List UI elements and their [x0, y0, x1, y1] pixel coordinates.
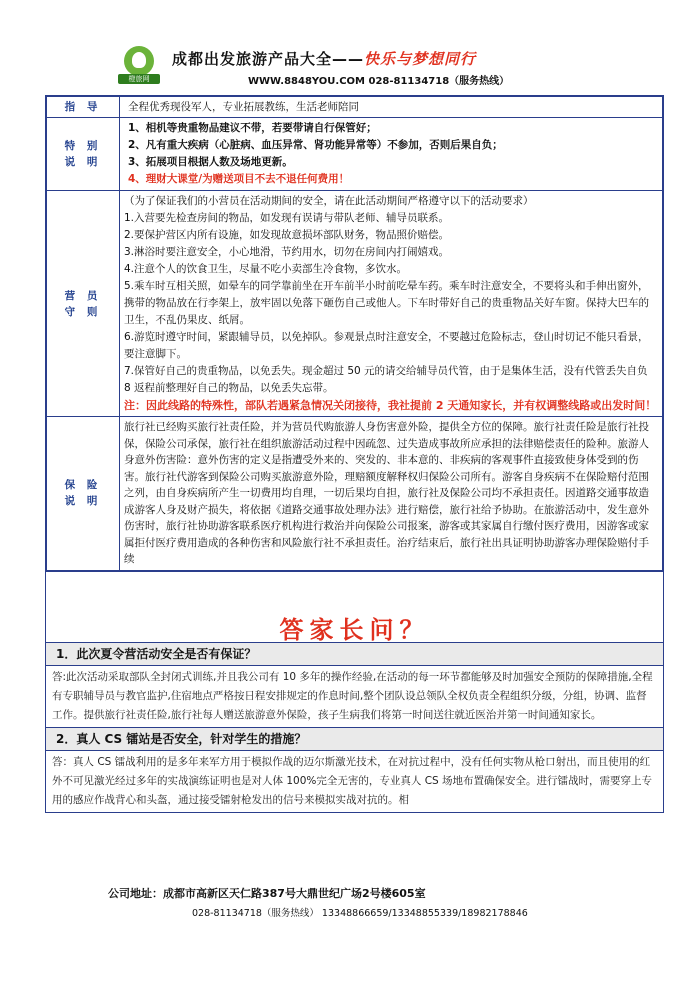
faq-question: 2．真人 CS 镭站是否安全，针对学生的措施？ — [46, 727, 663, 751]
row-insurance — [47, 417, 663, 571]
row-rules — [47, 191, 663, 417]
faq-banner — [46, 571, 663, 642]
rule-item: 3.淋浴时要注意安全，小心地滑，节约用水，切勿在房间内打闹嬉戏。 — [124, 246, 450, 258]
label-insurance — [47, 417, 120, 571]
faq-answer: 答：真人 CS 镭战利用的是多年来军方用于模拟作战的迈尔斯激光技术，在对抗过程中，没有任何实物从枪口射出，而且使用的红外不可见激光经过多年的实战演练证明也是对人体 100%完全无害的，专业真人 CS 场地布置确保安全。进行镭战时，需要穿上专用的感应作战背心和头盔，通过接受镭射枪发出的信号来模拟实战对抗的。相 — [52, 755, 653, 806]
header-title — [172, 48, 476, 69]
company-logo — [118, 46, 160, 84]
label-rules — [47, 191, 120, 417]
rules-intro: （为了保证我们的小营员在活动期间的安全，请在此活动期间严格遵守以下的活动要求） — [124, 195, 534, 207]
special-item: 2、凡有重大疾病（心脏病、血压异常、肾功能异常等）不参加，否则后果自负； — [128, 139, 503, 151]
header-contact: WWW.8848YOU.COM 028-81134718（服务热线） — [248, 76, 510, 87]
rule-item: 6.游览时遵守时间，紧跟辅导员，以免掉队。参观景点时注意安全，不要越过危险标志，登山时切记不能只看景，要注意脚下。 — [124, 331, 649, 360]
label-insurance-line2: 说 明 — [64, 495, 102, 508]
label-insurance-line1: 保 险 — [64, 479, 102, 492]
logo-text: 橙旅网 — [118, 74, 160, 84]
rules-list — [120, 191, 663, 417]
rule-item: 2.要保护营区内所有设施，如发现故意损坏部队财务，物品照价赔偿。 — [124, 229, 450, 241]
rule-item: 7.保管好自己的贵重物品，以免丢失。现金超过 50 元的请交给辅导员代管，由于是集体生活，没有代管丢失自负 — [124, 365, 648, 377]
company-phones: 028-81134718（服务热线） 13348866659/13348855339/18982178846 — [192, 908, 528, 919]
insurance-text: 旅行社已经购买旅行社责任险，并为营员代购旅游人身伤害意外险，提供全方位的保障。旅行社责任险是旅行社投保，保险公司承保，旅行社在组织旅游活动过程中因疏忽、过失造成事故所应承担的法律赔偿责任的险种。旅游人身意外伤害险：意外伤害的定义是指遭受外来的、突发的、非本意的、非疾病的客观事件直接致使身体受到的伤害。旅行社代游客到保险公司购买旅游意外险，理赔额度解释权归保险公司所有。游客自身疾病不在保险赔付范围之列，由自身疾病所产生一切费用均自理，一切后果均自担，旅行社及保险公司均不承担责任。因道路交通事故造成游客人身及财产损失，将依据《道路交通事故处理办法》进行赔偿，旅行社给予协助。在旅游活动中，发生意外伤害时，旅行社协助游客联系医疗机构进行救治并向保险公司报案，游客或其家属自行缴付医疗费用，因游客或家属拒付医疗费用造成的各种伤害和风险旅行社不承担责任。治疗结束后，旅行社出具证明协助游客办理保险赔付手续 — [120, 417, 663, 571]
row-guide — [47, 97, 663, 118]
rules-note: 注：因此线路的特殊性，部队若遇紧急情况关闭接待，我社提前 2 天通知家长，并有权调整线路或出发时间！ — [124, 399, 657, 412]
document-body — [45, 95, 664, 813]
guide-text: 全程优秀现役军人，专业拓展教练，生活老师陪同 — [120, 97, 663, 118]
rule-item: 8 返程前整理好自己的物品，以免丢失忘带。 — [124, 382, 334, 394]
info-table — [46, 96, 663, 571]
rule-item: 1.入营要先检查房间的物品，如发现有误请与带队老师、辅导员联系。 — [124, 212, 450, 224]
label-special — [47, 118, 120, 191]
special-item: 1、相机等贵重物品建议不带，若要带请自行保管好； — [128, 122, 377, 134]
faq-answer: 答:此次活动采取部队全封闭式训练,并且我公司有 10 多年的操作经验,在活动的每一环节都能够及时加强安全预防的保障措施,全程有专职辅导员与教官监护,住宿地点严格按日程安排规定的作息时间,整个团队设总领队全权负责全程组织分级，分组，协调、监督工作。提供旅行社责任险,旅行社每人赠送旅游意外保险，孩子生病我们将第一时间送往就近医治并第一时间通知家长。 — [52, 670, 653, 721]
faq-banner-title: 答家长问？ — [279, 615, 430, 644]
page-header — [0, 0, 700, 92]
page-footer — [108, 885, 668, 919]
label-rules-line1: 营 员 — [64, 289, 102, 302]
special-notes — [120, 118, 663, 191]
company-address: 公司地址：成都市高新区天仁路387号大鼎世纪广场2号楼605室 — [108, 887, 426, 900]
label-special-line1: 特 别 — [64, 140, 102, 152]
header-slogan: 快乐与梦想同行 — [364, 50, 477, 68]
rule-item: 5.乘车时互相关照，如晕车的同学靠前坐在开车前半小时前吃晕车药。乘车时注意安全，不要将头和手伸出窗外，携带的物品放在行李架上，放牢固以免落下砸伤自己或他人。下车时带好自己的贵重物品关好车窗。保持大巴车的卫生，不乱仍果皮、纸屑。 — [124, 280, 649, 326]
special-warning: 4、理财大课堂/为赠送项目不去不退任何费用！ — [128, 173, 350, 185]
row-special — [47, 118, 663, 191]
faq-question: 1．此次夏令营活动安全是否有保证？ — [46, 642, 663, 666]
label-special-line2: 说 明 — [64, 156, 102, 168]
label-rules-line2: 守 则 — [64, 305, 102, 318]
label-guide: 指 导 — [47, 97, 120, 118]
special-item: 3、拓展项目根据人数及场地更新。 — [128, 156, 293, 168]
logo-emblem-icon — [124, 46, 154, 76]
rule-item: 4.注意个人的饮食卫生，尽量不吃小卖部生冷食物，多饮水。 — [124, 263, 408, 275]
header-title-text: 成都出发旅游产品大全—— — [172, 50, 365, 68]
